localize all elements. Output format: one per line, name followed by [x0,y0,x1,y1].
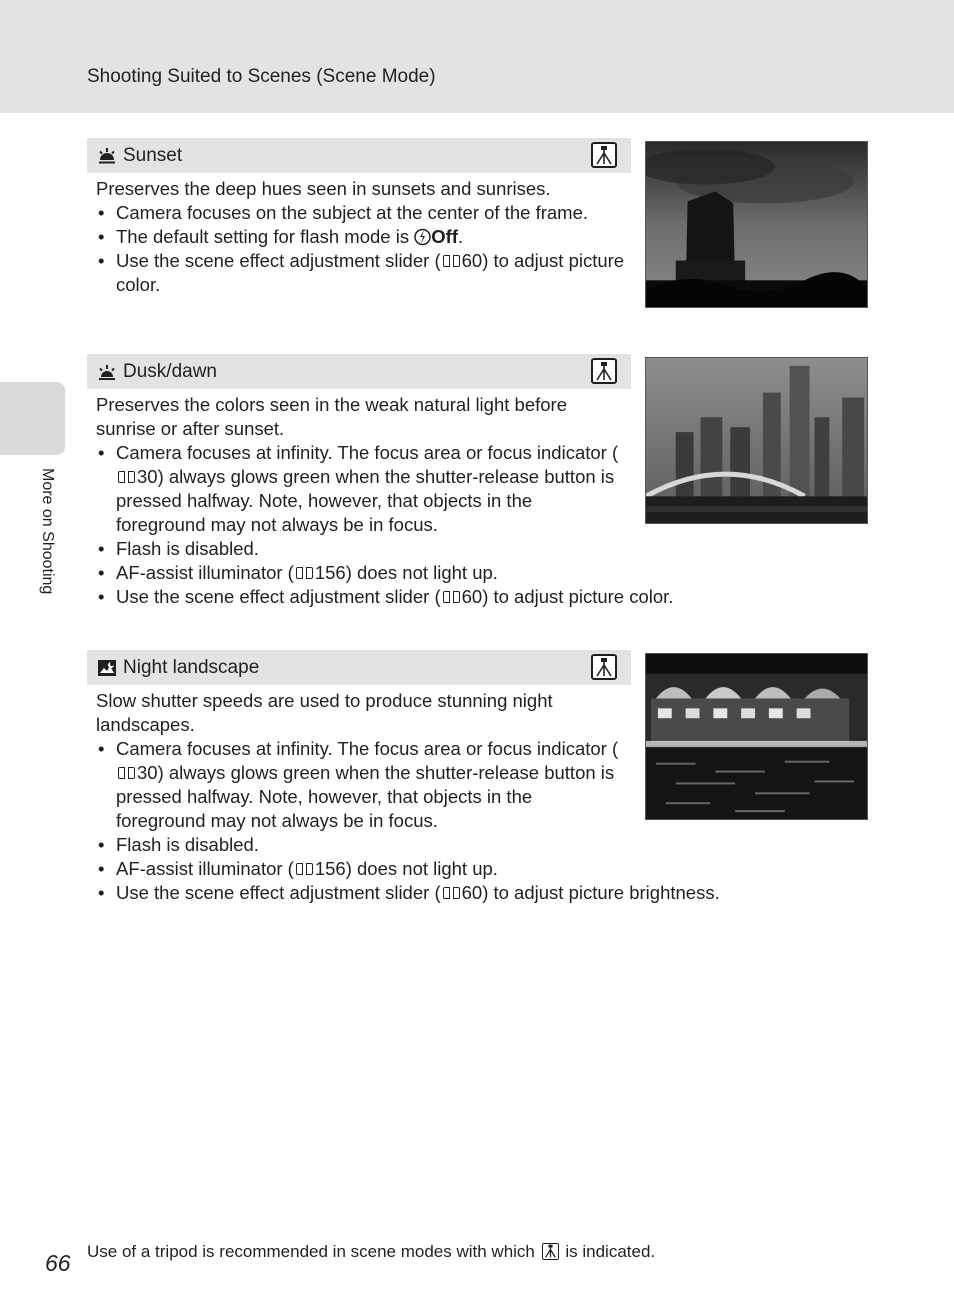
bullet-text: ) to adjust picture color. [482,586,674,607]
book-reference-icon [118,470,135,485]
list-item [96,737,626,833]
section-intro: Preserves the colors seen in the weak natural light before sunrise or after sunset. [96,394,567,439]
night-landscape-photo [645,653,868,820]
list-item [96,833,847,857]
list-item [96,857,847,881]
list-item [96,249,631,297]
section-header [87,138,631,173]
list-item [96,537,847,561]
page-reference[interactable]: 30 [137,466,158,487]
section-header [87,650,631,685]
dusk-dawn-mode-icon [97,362,117,382]
footnote-text: is indicated. [565,1242,656,1261]
night-landscape-mode-icon [97,658,117,678]
section-title: Dusk/dawn [123,360,217,382]
page-reference[interactable]: 60 [461,586,483,607]
bullet-text: Use the scene effect adjustment slider ( [116,882,441,903]
page-reference[interactable]: 156 [314,562,346,583]
book-reference-icon [296,862,313,877]
bullet-text: Camera focuses at infinity. The focus area or focus indicator ( [116,738,619,759]
flash-off-icon [414,227,431,246]
list-item [96,225,631,249]
bullet-text: ) does not light up. [345,562,498,583]
bullet-text: . [457,226,464,247]
list-item [96,585,847,609]
bullet-text: Use the scene effect adjustment slider ( [116,250,441,271]
bullet-text: AF-assist illuminator ( [116,858,294,879]
section-body [87,173,631,297]
bullet-text: ) always glows green when the shutter-release button is pressed halfway. Note, however, that objects in the foreground may not always be in focus. [116,466,615,535]
sunset-section [87,138,631,297]
tripod-icon [591,654,617,680]
footnote [87,1242,655,1262]
flash-off-value: Off [431,226,458,247]
bullet-text: ) to adjust picture color. [116,250,625,295]
header-band [0,0,954,113]
sunset-mode-icon [97,146,117,166]
page-reference[interactable]: 156 [314,858,346,879]
page-header-title: Shooting Suited to Scenes (Scene Mode) [87,66,436,87]
book-reference-icon [118,766,135,781]
book-reference-icon [296,566,313,581]
bullet-text: ) does not light up. [345,858,498,879]
section-intro: Slow shutter speeds are used to produce stunning night landscapes. [96,690,553,735]
bullet-text: Use the scene effect adjustment slider ( [116,586,441,607]
footnote-text: Use of a tripod is recommended in scene modes with which [87,1242,535,1261]
bullet-text: Camera focuses on the subject at the center of the frame. [116,202,589,223]
bullet-text: ) always glows green when the shutter-release button is pressed halfway. Note, however, that objects in the foreground may not always be in focus. [116,762,615,831]
section-header [87,354,631,389]
bullet-text: AF-assist illuminator ( [116,562,294,583]
list-item [96,881,847,905]
sunset-photo [645,141,868,308]
bullet-text: Flash is disabled. [116,834,259,855]
list-item [96,201,631,225]
bullet-text: Flash is disabled. [116,538,259,559]
list-item [96,441,626,537]
section-intro: Preserves the deep hues seen in sunsets and sunrises. [96,178,551,199]
list-item [96,561,847,585]
tripod-icon [591,142,617,168]
tripod-icon [591,358,617,384]
book-reference-icon [443,590,460,605]
page-reference[interactable]: 30 [137,762,158,783]
side-tab-label: More on Shooting [39,468,56,595]
bullet-text: ) to adjust picture brightness. [482,882,720,903]
page-reference[interactable]: 60 [461,250,483,271]
page-reference[interactable]: 60 [461,882,483,903]
bullet-text: Camera focuses at infinity. The focus area or focus indicator ( [116,442,619,463]
bullet-list [96,201,631,297]
tripod-icon [542,1243,559,1260]
book-reference-icon [443,254,460,269]
page-number: 66 [45,1250,71,1276]
side-tab [0,382,65,455]
dusk-dawn-photo [645,357,868,524]
section-title: Sunset [123,144,183,166]
book-reference-icon [443,886,460,901]
bullet-text: The default setting for flash mode is [116,226,410,247]
section-title: Night landscape [123,656,260,678]
